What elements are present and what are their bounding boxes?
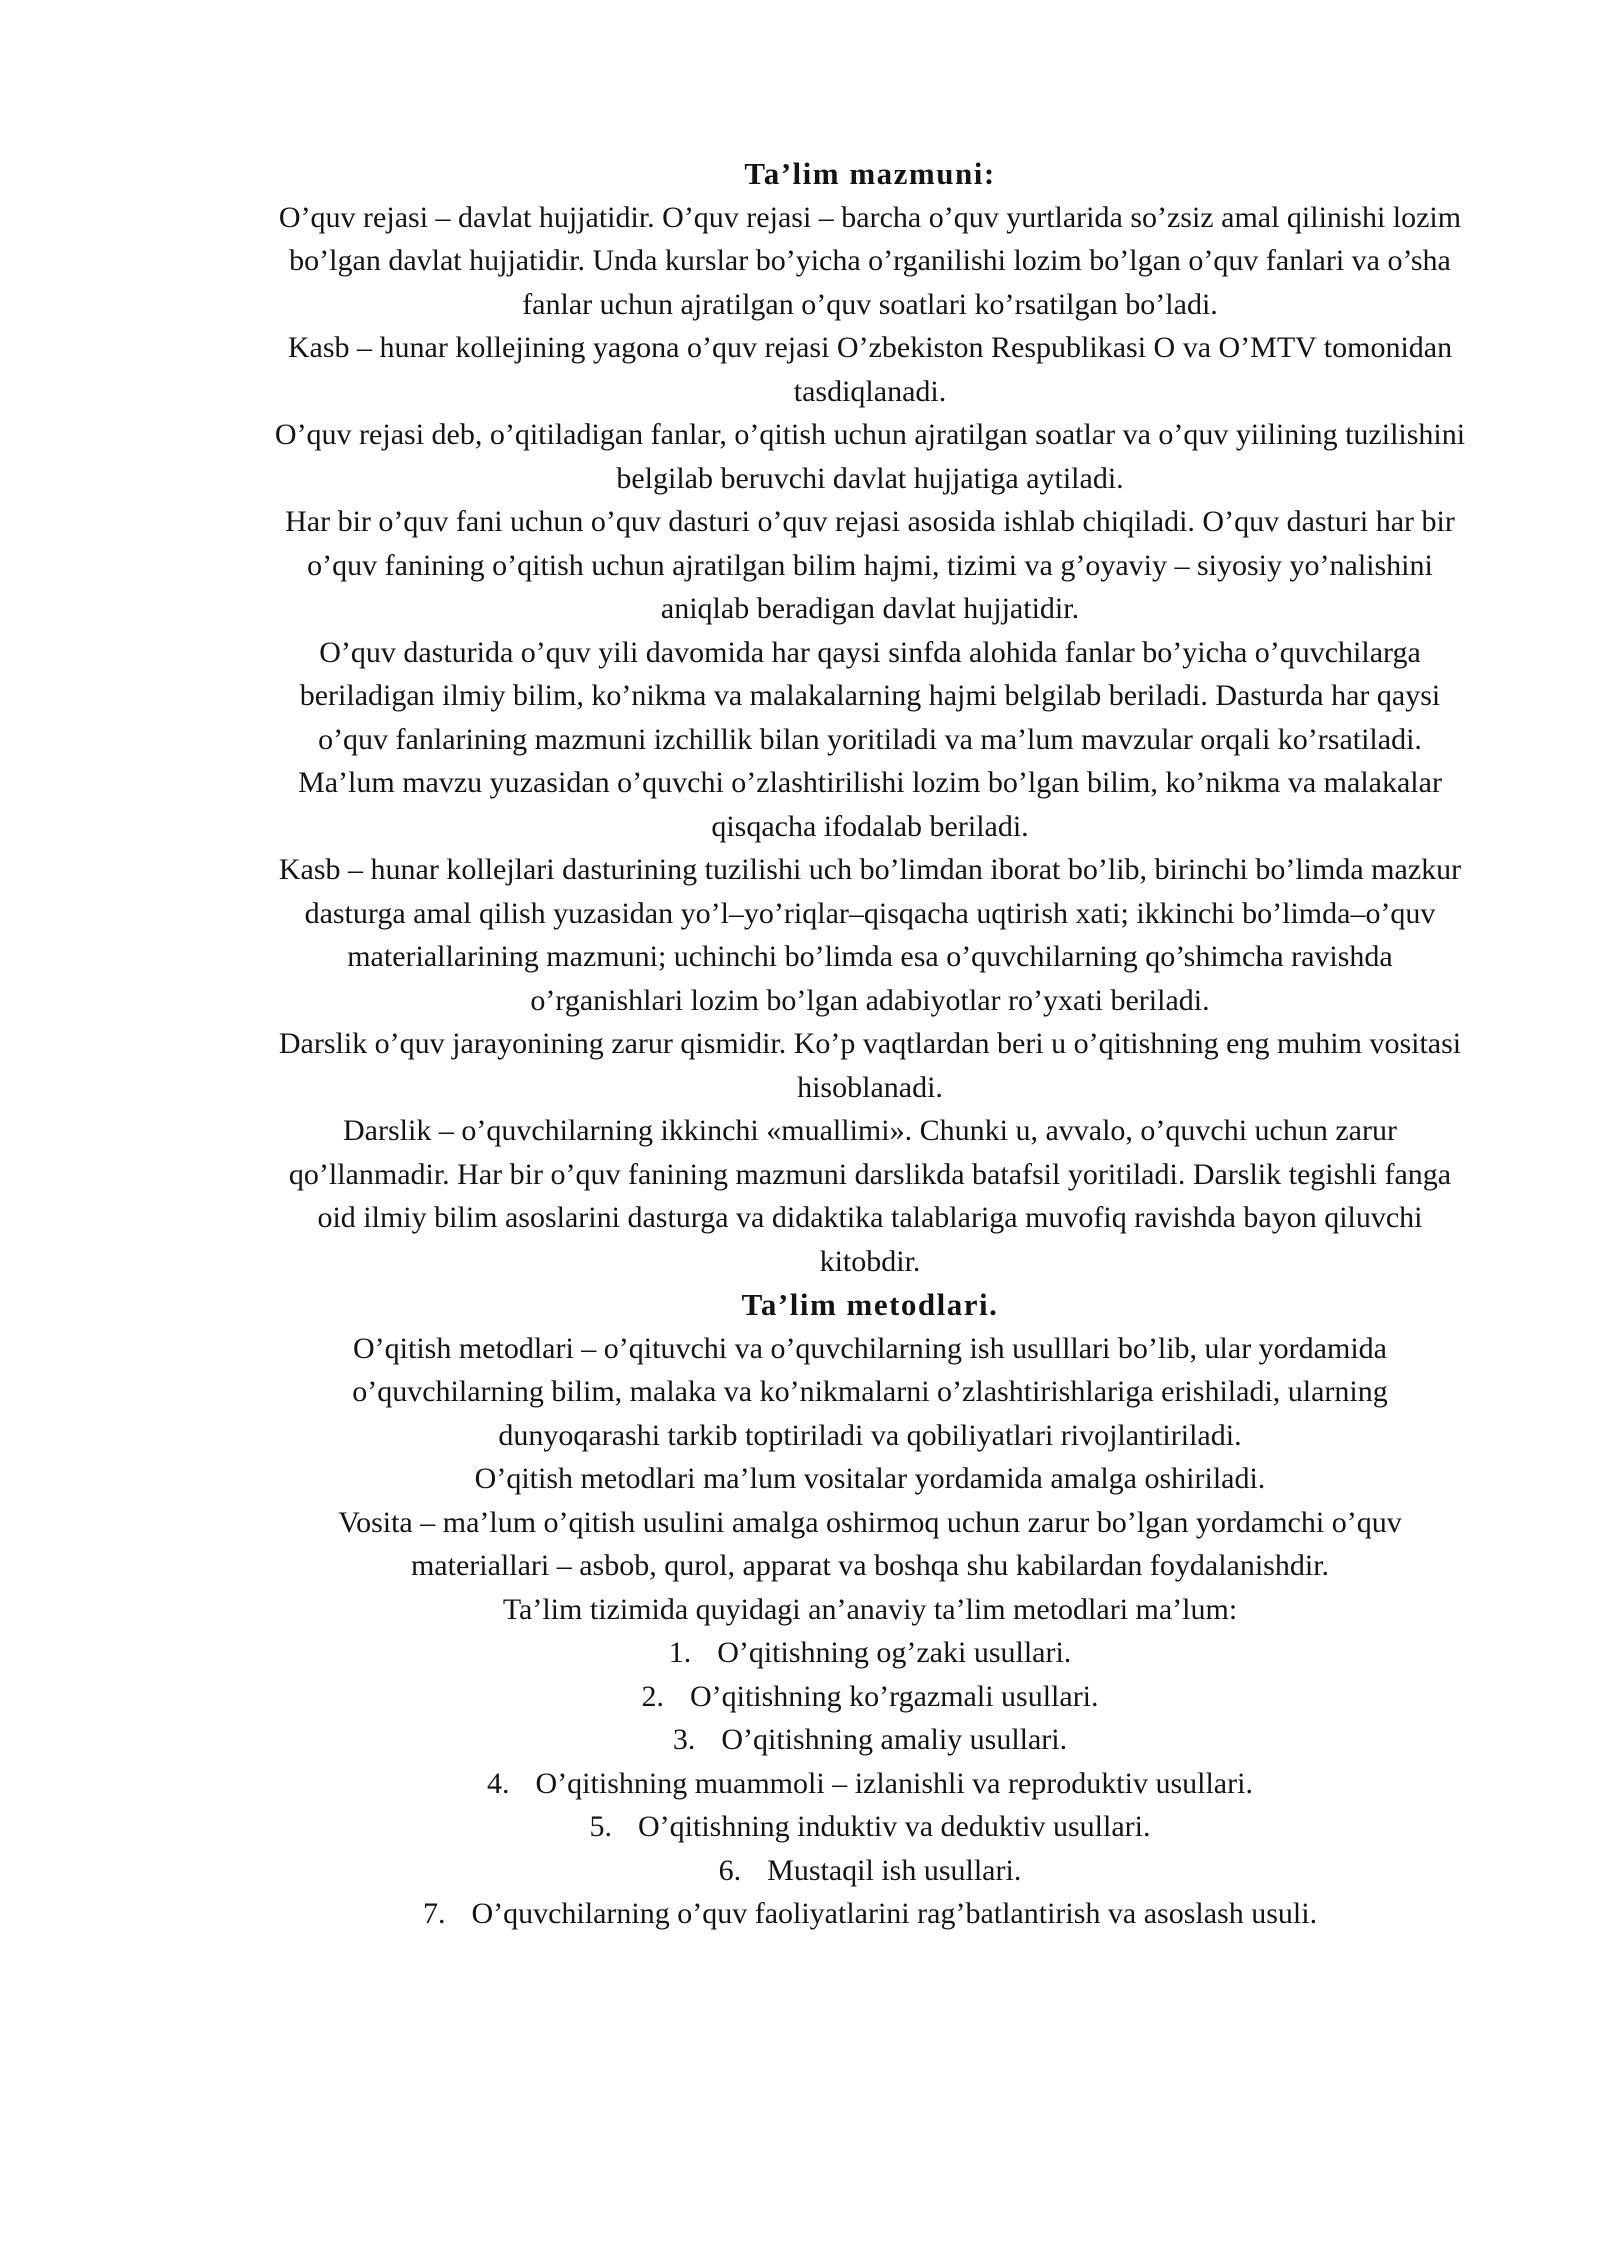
- list-item-text: O’quvchilarning o’quv faoliyatlarini rag’batlantirish va asoslash usuli.: [471, 1897, 1318, 1930]
- paragraph-curriculum-content: O’quv dasturida o’quv yili davomida har qaysi sinfda alohida fanlar bo’yicha o’quvchilarga beriladigan ilmiy bilim, ko’nikma va malakalarning hajmi belgilab beriladi. Dasturda har qaysi o’quv fanlarining mazmuni izchillik bilan yoritiladi va ma’lum mavzular orqali ko’rsatiladi.: [299, 635, 1441, 756]
- paragraph-methods-intro: Ta’lim tizimida quyidagi an’anaviy ta’lim metodlari ma’lum:: [502, 1592, 1238, 1626]
- list-item-number: 4.: [487, 1766, 510, 1800]
- list-item-number: 2.: [641, 1679, 664, 1713]
- list-item: [230, 1675, 1510, 1719]
- paragraph-textbook: Darslik o’quv jarayonining zarur qismidir. Ko’p vaqtlardan beri u o’qitishning eng muhim vositasi hisoblanadi.: [278, 1027, 1462, 1104]
- list-item: [230, 1892, 1510, 1936]
- list-item-text: O’qitishning ko’rgazmali usullari.: [689, 1679, 1099, 1713]
- list-item-number: 7.: [422, 1897, 446, 1930]
- paragraph-curriculum: Har bir o’quv fani uchun o’quv dasturi o’quv rejasi asosida ishlab chiqiladi. O’quv dasturi har bir o’quv fanining o’qitish uchun ajratilgan bilim hajmi, tizimi va g’oyaviy – siyosiy yo’nalishini aniqlab beradigan davlat hujjatidir.: [285, 505, 1455, 625]
- list-item-text: O’qitishning induktiv va deduktiv usullari.: [638, 1810, 1151, 1843]
- section-heading-methods: Ta’lim metodlari.: [741, 1287, 999, 1322]
- list-item-text: Mustaqil ish usullari.: [767, 1853, 1022, 1887]
- paragraph-study-plan: O’quv rejasi – davlat hujjatidir. O’quv rejasi – barcha o’quv yurtlarida so’zsiz amal qilinishi lozim bo’lgan davlat hujjatidir. Unda kurslar bo’yicha o’rganilishi lozim bo’lgan o’quv fanlari va o’sha fanlar uchun ajratilgan o’quv soatlari ko’rsatilgan bo’ladi.: [278, 200, 1462, 321]
- paragraph-means-definition: Vosita – ma’lum o’qitish usulini amalga oshirmoq uchun zarur bo’lgan yordamchi o’quv materiallari – asbob, qurol, apparat va boshqa shu kabilardan foydalanishdir.: [338, 1505, 1402, 1582]
- paragraph-textbook-teacher: Darslik – o’quvchilarning ikkinchi «muallimi». Chunki u, avvalo, o’quvchi uchun zarur qo’llanmadir. Har bir o’quv fanining mazmuni darslikda batafsil yoritiladi. Darslik tegishli fanga oid ilmiy bilim asoslarini dasturga va didaktika talablariga muvofiq ravishda bayon qiluvchi kitobdir.: [288, 1114, 1452, 1278]
- list-item: [230, 1631, 1510, 1675]
- paragraph-plan-definition: O’quv rejasi deb, o’qitiladigan fanlar, o’qitish uchun ajratilgan soatlar va o’quv yiilining tuzilishini belgilab beruvchi davlat hujjatiga aytiladi.: [274, 418, 1466, 495]
- list-item-number: 5.: [589, 1810, 613, 1843]
- list-item: [230, 1718, 1510, 1762]
- document-page: [230, 152, 1510, 1936]
- paragraph-methods-means: O’qitish metodlari ma’lum vositalar yordamida amalga oshiriladi.: [474, 1462, 1266, 1495]
- list-item-number: 1.: [668, 1636, 692, 1669]
- list-item-number: 3.: [672, 1723, 696, 1756]
- list-item-text: O’qitishning amaliy usullari.: [721, 1723, 1068, 1756]
- paragraph-curriculum-structure: Kasb – hunar kollejlari dasturining tuzilishi uch bo’limdan iborat bo’lib, birinchi bo’limda mazkur dasturga amal qilish yuzasidan yo’l–yo’riqlar–qisqacha uqtirish xati; ikkinchi bo’limda–o’quv materiallarining mazmuni; uchinchi bo’limda esa o’quvchilarning qo’shimcha ravishda o’rganishlari lozim bo’lgan adabiyotlar ro’yxati beriladi.: [278, 853, 1462, 1017]
- methods-list: [230, 1631, 1510, 1936]
- list-item-number: 6.: [718, 1853, 742, 1887]
- list-item: [230, 1805, 1510, 1849]
- paragraph-teaching-methods: O’qitish metodlari – o’qituvchi va o’quvchilarning ish usulllari bo’lib, ular yordamida o’quvchilarning bilim, malaka va ko’nikmalarni o’zlashtirishlariga erishiladi, ularning dunyoqarashi tarkib toptiriladi va qobiliyatlari rivojlantiriladi.: [352, 1331, 1388, 1452]
- list-item-text: O’qitishning muammoli – izlanishli va reproduktiv usullari.: [535, 1766, 1253, 1800]
- list-item-text: O’qitishning og’zaki usullari.: [717, 1636, 1072, 1669]
- paragraph-college-plan: Kasb – hunar kollejining yagona o’quv rejasi O’zbekiston Respublikasi O va O’MTV tomonidan tasdiqlanadi.: [287, 331, 1453, 408]
- list-item: [230, 1849, 1510, 1893]
- section-heading-content: Ta’lim mazmuni:: [744, 156, 996, 191]
- paragraph-topic-knowledge: Ma’lum mavzu yuzasidan o’quvchi o’zlashtirilishi lozim bo’lgan bilim, ko’nikma va malakalar qisqacha ifodalab beriladi.: [298, 766, 1442, 843]
- list-item: [230, 1762, 1510, 1806]
